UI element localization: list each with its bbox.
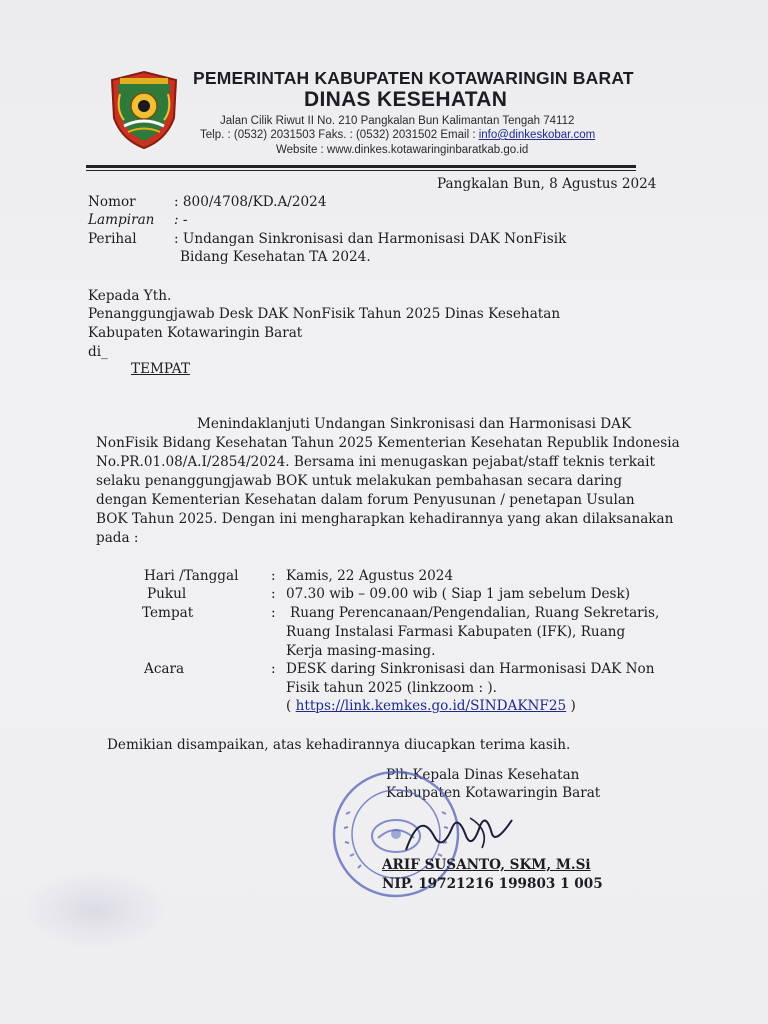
detail-value-place-2: Ruang Instalasi Farmasi Kabupaten (IFK), Ruang <box>286 624 626 640</box>
perihal-label: Perihal <box>88 231 137 247</box>
body-line-4: selaku penanggungjawab BOK untuk melakukan pembahasan secara daring <box>96 473 623 489</box>
signatory-nip: NIP. 19721216 199803 1 005 <box>382 876 603 892</box>
signatory-title-1: Plh.Kepala Dinas Kesehatan <box>386 767 580 783</box>
detail-value-place-1: Ruang Perencanaan/Pengendalian, Ruang Sekretaris, <box>290 605 660 621</box>
detail-label-place: Tempat <box>142 605 194 621</box>
website-line: Website : www.dinkes.kotawaringinbaratkab.go.id <box>276 144 529 156</box>
recipient-line-2: Kabupaten Kotawaringin Barat <box>88 325 303 341</box>
department-name: DINAS KESEHATAN <box>304 88 508 111</box>
detail-label-date: Hari /Tanggal <box>144 568 239 584</box>
recipient-greeting: Kepada Yth. <box>88 288 172 304</box>
address-line: Jalan Cilik Riwut II No. 210 Pangkalan Bun Kalimantan Tengah 74112 <box>220 115 575 127</box>
body-line-1: Menindaklanjuti Undangan Sinkronisasi dan Harmonisasi DAK <box>197 416 632 432</box>
handwritten-signature <box>400 800 520 860</box>
detail-label-time: Pukul <box>147 586 187 602</box>
body-line-7: pada : <box>96 530 139 546</box>
lampiran-value: : - <box>174 212 188 228</box>
detail-value-agenda-1: DESK daring Sinkronisasi dan Harmonisasi DAK Non <box>286 661 655 677</box>
recipient-place: TEMPAT <box>131 361 190 377</box>
perihal-value-1: : Undangan Sinkronisasi dan Harmonisasi DAK NonFisik <box>174 231 567 247</box>
contact-line <box>200 129 595 141</box>
detail-label-agenda: Acara <box>144 661 185 677</box>
detail-link-line <box>286 698 576 714</box>
nomor-value: : 800/4708/KD.A/2024 <box>174 194 327 210</box>
lampiran-label: Lampiran <box>88 212 155 228</box>
detail-colon: : <box>271 661 276 677</box>
perihal-value-2: Bidang Kesehatan TA 2024. <box>180 249 371 265</box>
detail-value-date: Kamis, 22 Agustus 2024 <box>286 568 454 584</box>
body-line-2: NonFisik Bidang Kesehatan Tahun 2025 Kementerian Kesehatan Republik Indonesia <box>96 435 680 451</box>
detail-colon: : <box>271 586 276 602</box>
detail-colon: : <box>271 568 276 584</box>
recipient-di: di_ <box>88 344 108 360</box>
recipient-line-1: Penanggungjawab Desk DAK NonFisik Tahun 2025 Dinas Kesehatan <box>88 306 561 322</box>
detail-value-time: 07.30 wib – 09.00 wib ( Siap 1 jam sebelum Desk) <box>286 586 631 602</box>
link-close-paren: ) <box>566 698 576 714</box>
detail-value-place-3: Kerja masing-masing. <box>286 643 436 659</box>
government-name: PEMERINTAH KABUPATEN KOTAWARINGIN BARAT <box>193 68 634 88</box>
header-divider-thick <box>86 165 636 168</box>
detail-colon: : <box>271 605 276 621</box>
closing-sentence: Demikian disampaikan, atas kehadirannya diucapkan terima kasih. <box>107 737 571 753</box>
nomor-label: Nomor <box>88 194 136 210</box>
signatory-title-2: Kabupaten Kotawaringin Barat <box>386 785 601 801</box>
letter-date: Pangkalan Bun, 8 Agustus 2024 <box>437 176 657 192</box>
email-link[interactable]: info@dinkeskobar.com <box>478 129 596 141</box>
signatory-name: ARIF SUSANTO, SKM, M.Si <box>382 857 591 873</box>
header-divider-thin <box>86 170 636 171</box>
scan-smudge <box>20 870 170 950</box>
link-open-paren: ( <box>286 698 296 714</box>
detail-value-agenda-2: Fisik tahun 2025 (linkzoom : ). <box>286 680 497 696</box>
body-line-5: dengan Kementerian Kesehatan dalam forum Penyusunan / penetapan Usulan <box>96 492 635 508</box>
body-line-3: No.PR.01.08/A.I/2854/2024. Bersama ini menugaskan pejabat/staff teknis terkait <box>96 454 655 470</box>
phone-fax-text: Telp. : (0532) 2031503 Faks. : (0532) 2031502 Email : <box>200 129 479 141</box>
regency-emblem-logo <box>106 70 182 150</box>
body-line-6: BOK Tahun 2025. Dengan ini mengharapkan kehadirannya yang akan dilaksanakan <box>96 511 674 527</box>
zoom-link[interactable]: https://link.kemkes.go.id/SINDAKNF25 <box>295 698 567 714</box>
